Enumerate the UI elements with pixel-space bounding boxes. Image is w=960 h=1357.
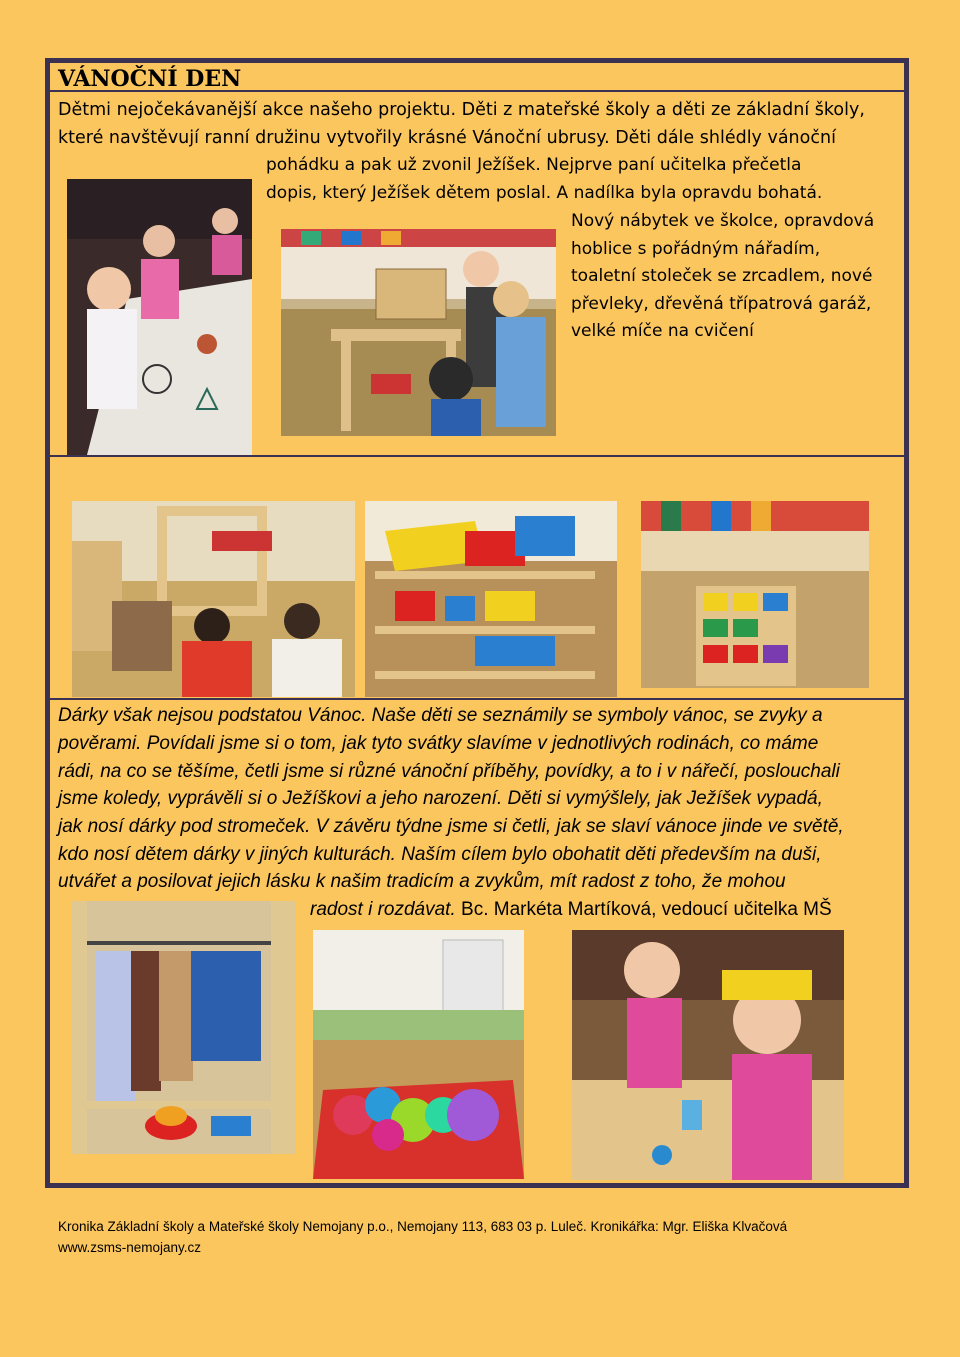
footer-website-link[interactable]: www.zsms-nemojany.cz [58,1240,202,1255]
intro-line: Dětmi nejočekávanější akce našeho projektu. Děti z mateřské školy a děti ze základní školy, [58,100,865,120]
photo-costume-wardrobe [71,901,295,1154]
story-line: jsme koledy, vyprávěli si o Ježíškovi a jeho narození. Děti si vymýšlely, jak Ježíšek vypadá, [58,788,823,809]
story-line: kdo nosí dětem dárky v jiných kulturách. Naším cílem bylo obohatit děti především na duši, [58,844,822,865]
intro-line: které navštěvují ranní družinu vytvořily krásné Vánoční ubrusy. Děti dále shlédly vánoční [58,128,836,148]
story-line: utvářet a posilovat jejich lásku k našim tradicím a zvykům, mít radost z toho, že mohou [58,871,786,892]
photo-dressing-table [572,930,844,1180]
story-last-line [310,896,832,924]
divider-line [50,455,904,457]
intro-line: dopis, který Ježíšek dětem poslal. A nadílka byla opravdu bohatá. [266,183,823,203]
story-line: pověrami. Povídali jsme si o tom, jak tyto svátky slavíme v jednotlivých rodinách, co máme [58,733,819,754]
story-line: Dárky však nejsou podstatou Vánoc. Naše děti se seznámily se symboly vánoc, se zvyky a [58,705,823,726]
divider-line [50,698,904,700]
photo-garage-shelf [72,501,355,697]
story-line: rádi, na co se těšíme, četli jsme si různé vánoční příběhy, povídky, a to i v nářečí, poslouchali [58,761,840,782]
intro-line: Nový nábytek ve školce, opravdová [571,211,875,231]
photo-storage-shelf [641,501,869,688]
intro-line: toaletní stoleček se zrcadlem, nové [571,266,873,286]
intro-line: velké míče na cvičení [571,321,754,341]
photo-workbench [281,229,556,436]
photo-exercise-balls [313,930,524,1179]
signature: Bc. Markéta Martíková, vedoucí učitelka MŠ [455,899,832,920]
photo-toy-shelf [365,501,617,697]
photo-children-drawing [67,179,252,455]
section-title: VÁNOČNÍ DEN [58,66,242,92]
story-closing: radost i rozdávat. [310,899,456,920]
intro-line: pohádku a pak už zvonil Ježíšek. Nejprve paní učitelka přečetla [266,155,802,175]
footer-line: Kronika Základní školy a Mateřské školy Nemojany p.o., Nemojany 113, 683 03 p. Luleč. Kronikářka: Mgr. Eliška Klvačová [58,1219,788,1234]
intro-line: převleky, dřevěná třípatrová garáž, [571,294,872,314]
intro-line: hoblice s pořádným nářadím, [571,239,821,259]
story-line: jak nosí dárky pod stromeček. V závěru týdne jsme si četli, jak se slaví vánoce jinde ve světě, [58,816,844,837]
